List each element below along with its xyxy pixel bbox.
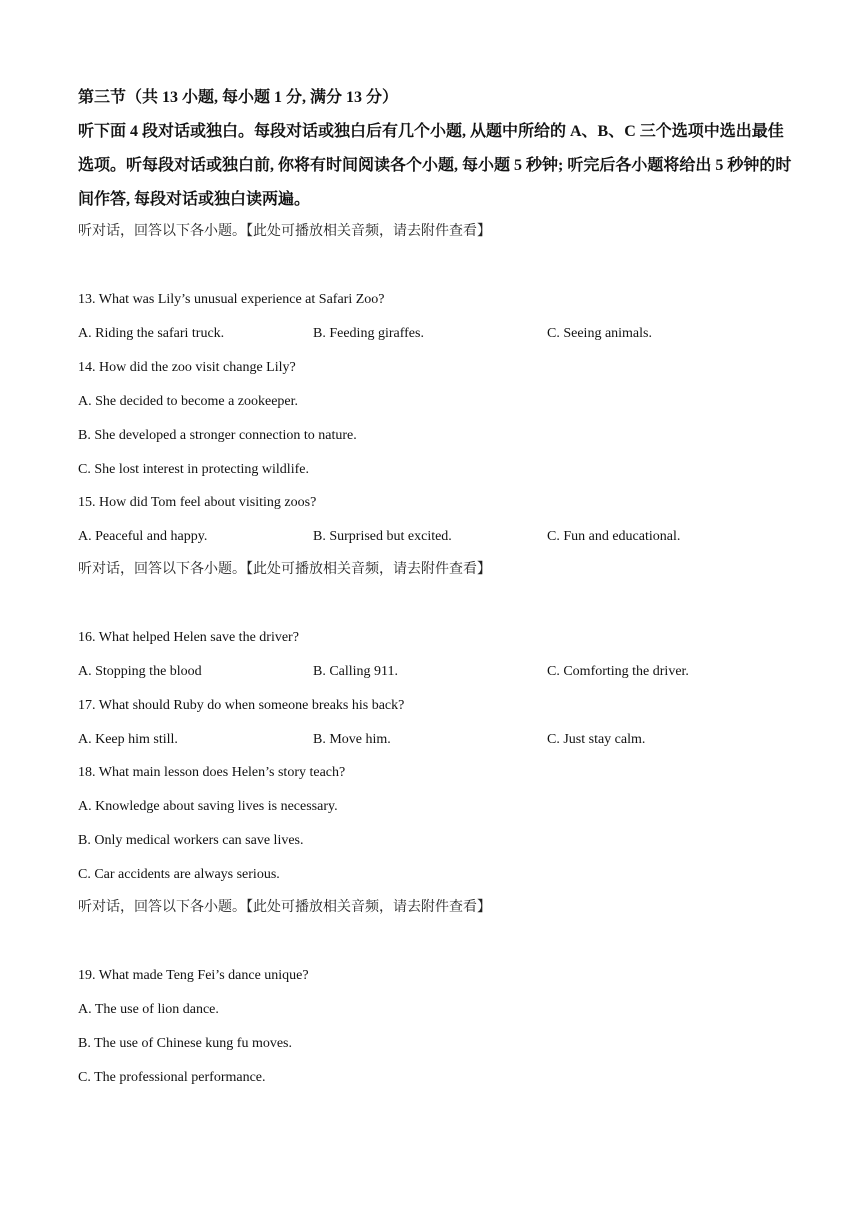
question-16-stem: 16. What helped Helen save the driver?: [78, 630, 299, 645]
section-title: 第三节（共 13 小题, 每小题 1 分, 满分 13 分）: [78, 89, 399, 106]
question-18-option-c: C. Car accidents are always serious.: [78, 867, 280, 882]
audio-note: 听对话，回答以下各小题。【此处可播放相关音频，请去附件查看】: [78, 900, 491, 915]
question-19-option-a: A. The use of lion dance.: [78, 1002, 219, 1017]
question-14-option-a: A. She decided to become a zookeeper.: [78, 394, 299, 409]
question-13-option-b: B. Feeding giraffes.: [313, 326, 424, 341]
audio-note: 听对话，回答以下各小题。【此处可播放相关音频，请去附件查看】: [78, 562, 491, 577]
question-17-option-b: B. Move him.: [313, 732, 391, 747]
question-18-option-b: B. Only medical workers can save lives.: [78, 833, 304, 848]
question-15-option-c: C. Fun and educational.: [547, 529, 681, 544]
question-19-option-c: C. The professional performance.: [78, 1070, 266, 1085]
question-13-option-a: A. Riding the safari truck.: [78, 326, 225, 341]
question-15-stem: 15. How did Tom feel about visiting zoos?: [78, 495, 317, 510]
question-16-option-b: B. Calling 911.: [313, 664, 399, 679]
question-13-stem: 13. What was Lily’s unusual experience at Safari Zoo?: [78, 292, 385, 307]
question-18-stem: 18. What main lesson does Helen’s story teach?: [78, 765, 346, 780]
question-15-option-a: A. Peaceful and happy.: [78, 529, 208, 544]
question-13-option-c: C. Seeing animals.: [547, 326, 652, 341]
question-17-stem: 17. What should Ruby do when someone breaks his back?: [78, 698, 405, 713]
section-instructions: 听下面 4 段对话或独白。每段对话或独白后有几个小题, 从题中所给的 A、B、C 三个选项中选出最佳选项。听每段对话或独白前, 你将有时间阅读各个小题, 每小题 5 秒钟; 听完后各小题将给出 5 秒钟的时间作答, 每段对话或独白读两遍。: [78, 123, 792, 208]
question-16-option-a: A. Stopping the blood: [78, 664, 202, 679]
question-15-option-b: B. Surprised but excited.: [313, 529, 452, 544]
question-14-option-c: C. She lost interest in protecting wildlife.: [78, 462, 309, 477]
question-19-stem: 19. What made Teng Fei’s dance unique?: [78, 968, 309, 983]
question-14-stem: 14. How did the zoo visit change Lily?: [78, 360, 296, 375]
audio-note: 听对话，回答以下各小题。【此处可播放相关音频，请去附件查看】: [78, 224, 491, 239]
question-16-option-c: C. Comforting the driver.: [547, 664, 689, 679]
question-17-option-a: A. Keep him still.: [78, 732, 178, 747]
question-18-option-a: A. Knowledge about saving lives is necessary.: [78, 799, 338, 814]
question-17-option-c: C. Just stay calm.: [547, 732, 646, 747]
question-14-option-b: B. She developed a stronger connection to nature.: [78, 428, 357, 443]
question-19-option-b: B. The use of Chinese kung fu moves.: [78, 1036, 292, 1051]
